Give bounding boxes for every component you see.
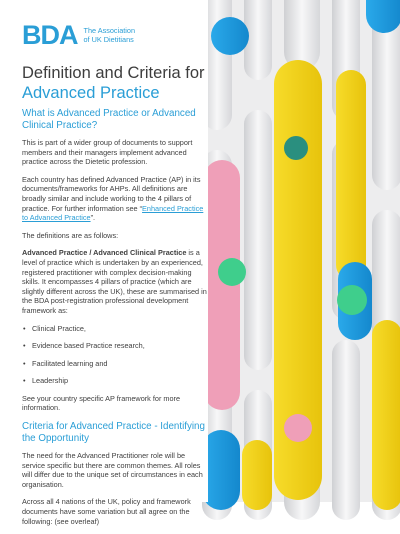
paragraph-definitions-lead: The definitions are as follows: [22,230,119,240]
bda-logo [22,22,135,49]
artwork-svg [196,0,400,502]
paragraph-intro: This is part of a wider group of documents to support members and their managers implement advanced practice across the Dietetic profession. [22,138,193,167]
section-heading-what-is-ap: What is Advanced Practice or Advanced Clinical Practice? [22,108,196,131]
logo-line-1: The Association [83,25,136,35]
green-dot [218,258,246,286]
paragraph-criteria-need: The need for the Advanced Practitioner role will be service specific but there are common themes. All roles will differ due to the unique set of circumstances in each organisation. [22,451,203,489]
pillar-item: • Clinical Practice, [22,324,208,334]
title-line-1: Definition and Criteria for [22,64,205,82]
logo-text [84,27,136,44]
section-heading-criteria: Criteria for Advanced Practice - Identifying the Opportunity [22,421,205,444]
paragraph-ap-definition [22,248,208,315]
pillars-list [22,324,208,386]
paragraph-definitions-context [22,175,208,223]
blue-pill-top [366,0,400,33]
ap-definition-text: is a level of practice which is undertaken by an experienced, registered practitioner with complex decision-making skills. It encompasses 4 pillars of practice (which are slightly different across the UK), these are summarised in the BDA post-registration professional development framework as: [22,248,207,315]
yellow-pill-bottom-left [242,440,272,510]
paragraph-criteria-nations: Across all 4 nations of the UK, policy and framework documents have some variation but all agree on the following: (see overleaf) [22,497,191,526]
page-title [22,63,212,103]
blue-dot [211,17,249,55]
logo-mark: BDA [22,20,78,50]
ap-term: Advanced Practice / Advanced Clinical Practice [22,248,187,258]
paragraph-definitions-end: ”. [90,213,96,223]
teal-dot [284,136,308,160]
document-body [22,108,208,534]
green-dot-right [337,285,367,315]
yellow-pill-bottom-right [372,320,400,510]
title-line-2: Advanced Practice [22,84,160,102]
pillar-item: • Facilitated learning and [22,359,208,369]
paragraph-country-framework: See your country specific AP framework for more information. [22,393,181,413]
logo-line-2: of UK Dietitians [83,34,134,44]
pillar-item: • Evidence based Practice research, [22,341,208,351]
paragraph-definitions-text: Each country has defined Advanced Practice (AP) in its documents/frameworks for AHPs. All definitions are broadly similar and include working to the 4 pillars of practice. For further information see “ [22,174,201,213]
link-enhanced-to-advanced-practice[interactable]: Enhanced Practice to Advanced Practice [22,203,204,223]
decorative-artwork [196,0,400,502]
yellow-pill-right [336,70,366,280]
pink-dot [284,414,312,442]
pillar-item: • Leadership [22,376,208,386]
